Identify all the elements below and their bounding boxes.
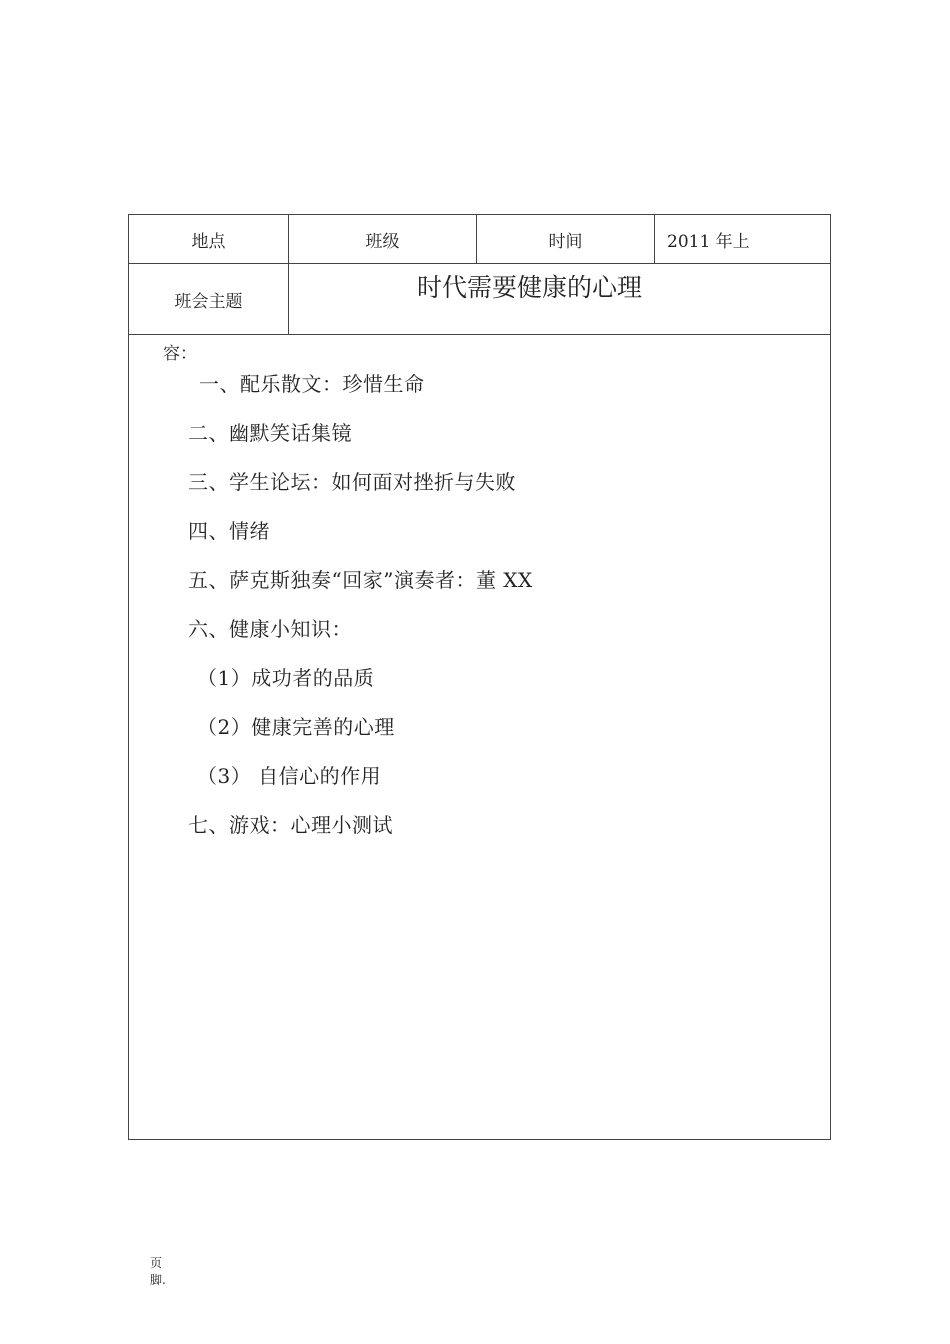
list-item: 四、情绪 <box>188 519 270 543</box>
header-row <box>129 215 830 264</box>
list-item: （3） 自信心的作用 <box>197 764 382 788</box>
list-item: 五、萨克斯独奏“回家”演奏者：董 XX <box>188 568 533 592</box>
theme-label: 班会主题 <box>129 264 289 334</box>
class-meeting-table <box>128 214 831 1140</box>
list-item: （2）健康完善的心理 <box>197 715 395 739</box>
time-label: 时间 <box>477 215 655 263</box>
location-label: 地点 <box>129 215 289 263</box>
list-item: （1）成功者的品质 <box>197 666 375 690</box>
class-label: 班级 <box>289 215 477 263</box>
list-item: 七、游戏：心理小测试 <box>188 813 393 837</box>
theme-title: 时代需要健康的心理 <box>416 273 642 302</box>
content-label: 容： <box>163 344 197 364</box>
list-item: 一、配乐散文：珍惜生命 <box>199 372 425 396</box>
list-item: 二、幽默笑话集镜 <box>188 421 352 445</box>
theme-row <box>129 264 830 335</box>
footer-line-1: 页 <box>150 1256 163 1270</box>
page-footer <box>150 1255 166 1289</box>
time-value: 2011 年上 <box>667 231 750 252</box>
list-item: 三、学生论坛：如何面对挫折与失败 <box>188 470 516 494</box>
footer-line-2: 脚. <box>150 1273 166 1287</box>
list-item: 六、健康小知识： <box>188 617 352 641</box>
